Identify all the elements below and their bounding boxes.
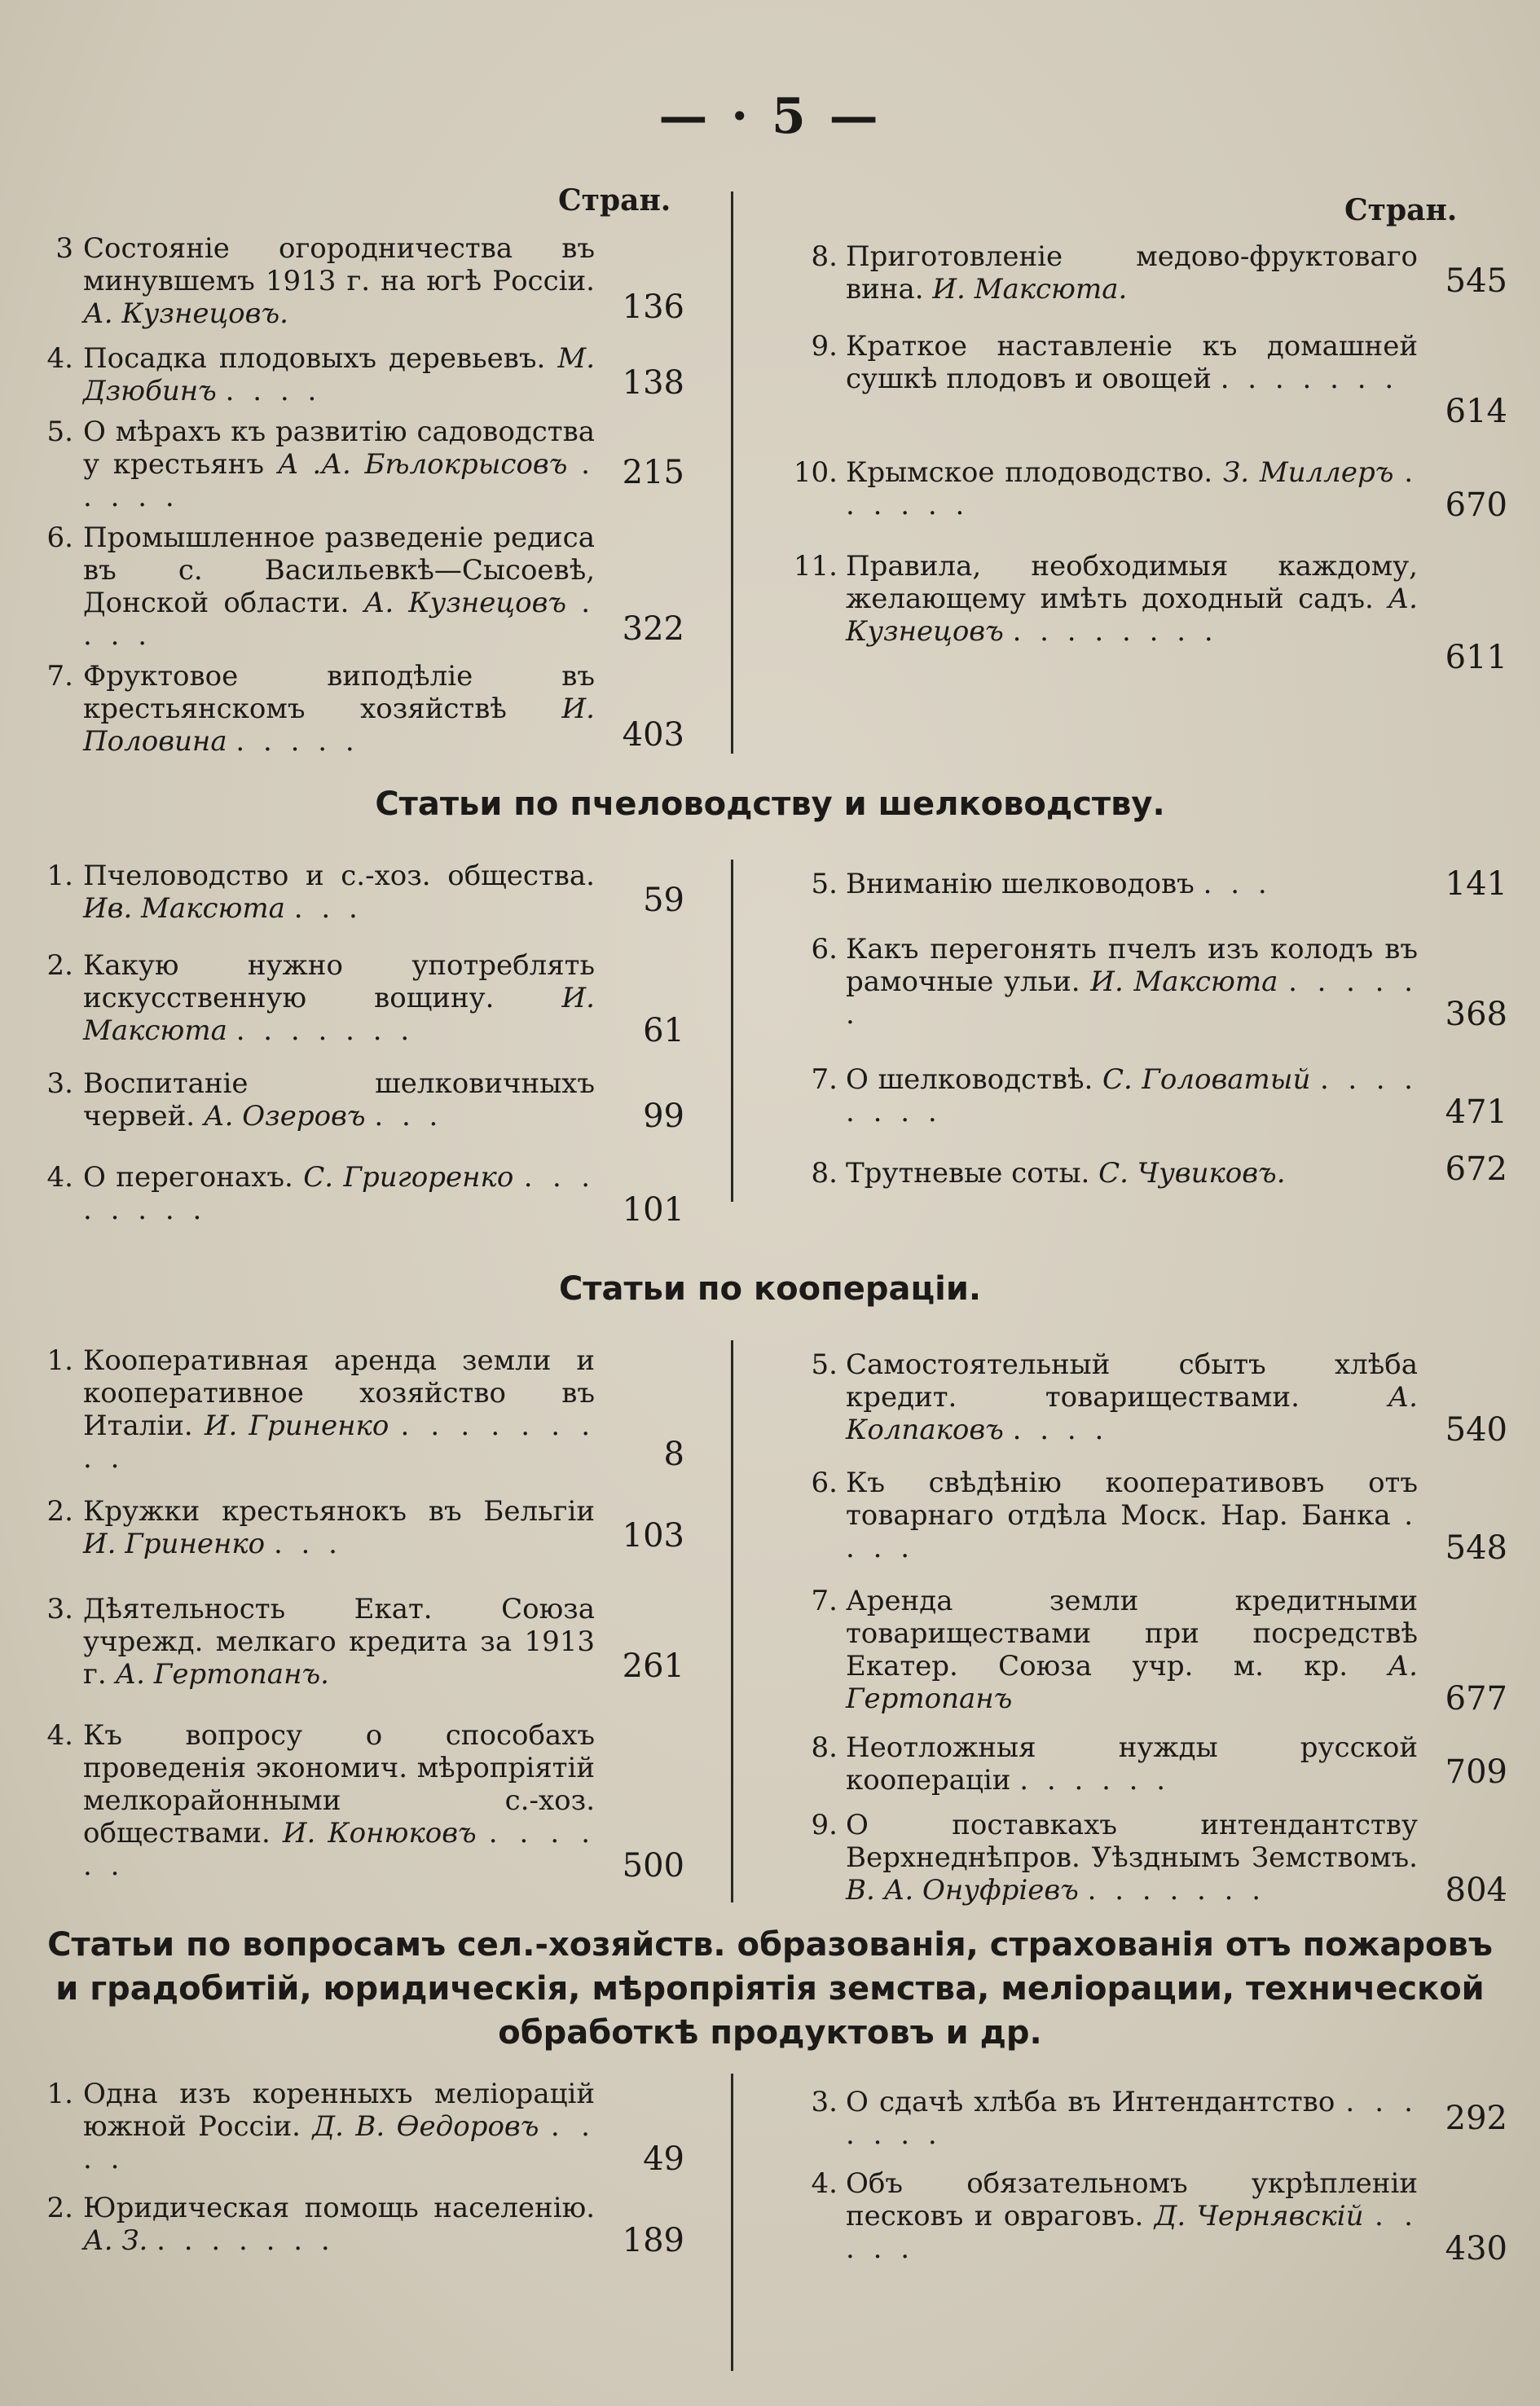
entry-page: 672 bbox=[1445, 1150, 1507, 1188]
entry-author: И. Максюта. bbox=[932, 273, 1128, 306]
toc-entry bbox=[774, 1150, 1507, 1194]
entry-page: 804 bbox=[1445, 1872, 1507, 1909]
entry-title: Правила, необходимыя каждому, желающему имѣть доходный садъ. bbox=[846, 550, 1418, 615]
entry-title: Пчеловодство и с.-хоз. общества. bbox=[83, 860, 595, 892]
entry-number: 1. bbox=[46, 1344, 73, 1377]
entry-text bbox=[83, 1593, 595, 1691]
entry-text bbox=[846, 1585, 1418, 1715]
entry-title: Какъ перегонять пчелъ изъ колодъ въ рамочные ульи. bbox=[846, 933, 1418, 998]
toc-entry bbox=[33, 342, 684, 407]
entry-title: Краткое наставленіе къ домашней сушкѣ плодовъ и овощей bbox=[846, 330, 1418, 395]
entry-title: Посадка плодовыхъ деревьевъ. bbox=[83, 342, 546, 375]
toc-entry bbox=[774, 2086, 1507, 2151]
entry-title: Неотложныя нужды русской кооперацiи bbox=[846, 1731, 1418, 1797]
entry-page: 368 bbox=[1445, 996, 1507, 1033]
toc-entry bbox=[774, 550, 1507, 680]
entry-number: 7. bbox=[46, 660, 73, 693]
right-column bbox=[774, 2078, 1507, 2371]
entry-number: 1. bbox=[46, 2078, 73, 2110]
toc-entry bbox=[33, 1344, 684, 1475]
entry-author: И. Конюковъ bbox=[282, 1817, 477, 1850]
toc-entry bbox=[774, 1585, 1507, 1718]
entry-text: Крымское плодоводство. З. Миллеръ . . . . . . bbox=[846, 456, 1419, 521]
toc-entry bbox=[774, 865, 1507, 904]
section-title: Статьи по пчеловодству и шелководству. bbox=[375, 785, 1165, 823]
entry-page: 540 bbox=[1445, 1411, 1507, 1449]
toc-entry bbox=[774, 1731, 1507, 1797]
entry-author: З. Миллеръ bbox=[1223, 456, 1394, 489]
toc-entry bbox=[33, 1067, 684, 1133]
entry-author: Ив. Максюта bbox=[83, 892, 285, 925]
section-cooperation bbox=[33, 1267, 1507, 1909]
entry-text: Неотложныя нужды русской кооперацiи . . . . . . bbox=[846, 1731, 1418, 1797]
entry-number: 9. bbox=[811, 1809, 838, 1841]
entry-page: 261 bbox=[622, 1647, 684, 1685]
toc-entry bbox=[774, 2167, 1507, 2265]
entry-title: Трутневые соты. bbox=[846, 1157, 1090, 1190]
entry-text: О сдачѣ хлѣба въ Интендантство . . . . . . . bbox=[846, 2086, 1418, 2151]
toc-entry bbox=[774, 1063, 1507, 1131]
entry-page: 709 bbox=[1445, 1753, 1507, 1791]
entry-title: Самостоятельный сбытъ хлѣба кредит. товариществами. bbox=[846, 1348, 1418, 1414]
entry-text: Краткое наставленіе къ домашней сушкѣ плодовъ и овощей . . . . . . . bbox=[846, 330, 1418, 395]
page-column-header: Стран. bbox=[558, 183, 671, 218]
entry-title: О сдачѣ хлѣба въ Интендантство bbox=[846, 2086, 1335, 2118]
entry-number: 8. bbox=[811, 1157, 838, 1190]
entry-number: 10. bbox=[793, 456, 838, 489]
entry-text bbox=[846, 1157, 1418, 1190]
entry-page: 49 bbox=[643, 2140, 684, 2178]
entry-text: Посадка плодовыхъ деревьевъ. М. Дзюбинъ . . . . bbox=[83, 342, 595, 407]
entry-text: О перегонахъ. С. Григоренко . . . . . . . . bbox=[83, 1161, 596, 1226]
entry-number: 5. bbox=[46, 416, 73, 448]
toc-entry bbox=[33, 1161, 684, 1229]
toc-entry bbox=[33, 416, 684, 513]
entry-number: 2. bbox=[46, 2192, 73, 2224]
left-column bbox=[33, 183, 684, 758]
toc-entry bbox=[33, 949, 684, 1047]
toc-entry bbox=[33, 660, 684, 758]
toc-entry bbox=[33, 860, 684, 925]
entry-page: 430 bbox=[1445, 2230, 1507, 2267]
entry-title: Приготовленіе медово-фруктоваго вина. bbox=[846, 240, 1418, 306]
entry-text: Объ обязательномъ укрѣпленіи песковъ и овраговъ. Д. Чернявскій . . . . . bbox=[846, 2167, 1418, 2265]
entry-number: 3. bbox=[811, 2086, 838, 2118]
entry-text: О шелководствѣ. С. Головатый . . . . . . . . bbox=[846, 1063, 1418, 1128]
section-title: Статьи по кооперацiи. bbox=[558, 1270, 982, 1308]
entry-page: 215 bbox=[622, 454, 684, 491]
toc-entry bbox=[33, 1593, 684, 1691]
entry-page: 61 bbox=[643, 1012, 684, 1049]
entry-author: А. Гертопанъ. bbox=[115, 1658, 329, 1691]
entry-title: Къ свѣдѣнію кооперативовъ отъ товарнаго отдѣла Моск. Нар. Банка bbox=[846, 1467, 1418, 1532]
entry-text: Правила, необходимыя каждому, желающему имѣть доходный садъ. А. Кузнецовъ . . . . . . . . bbox=[846, 550, 1418, 648]
entry-author: И. Гриненко bbox=[204, 1410, 389, 1442]
entry-page: 136 bbox=[622, 288, 684, 326]
left-column bbox=[33, 860, 684, 1234]
entry-number: 3. bbox=[46, 1067, 73, 1100]
entry-author: С. Чувиковъ. bbox=[1098, 1157, 1286, 1190]
entry-page: 99 bbox=[643, 1097, 684, 1135]
entry-page: 101 bbox=[622, 1191, 684, 1229]
entry-text: Воспитаніе шелковичныхъ червей. А. Озеровъ . . . bbox=[83, 1067, 595, 1133]
entry-title: Объ обязательномъ укрѣпленіи песковъ и овраговъ. bbox=[846, 2167, 1418, 2232]
entry-page: 138 bbox=[622, 364, 684, 402]
left-column bbox=[33, 1344, 684, 1907]
entry-title: Воспитаніе шелковичныхъ червей. bbox=[83, 1067, 595, 1133]
entry-number: 3 bbox=[55, 232, 73, 265]
entry-number: 6. bbox=[811, 933, 838, 965]
entry-author: А. Кузнецовъ bbox=[363, 587, 567, 619]
entry-text: Какъ перегонять пчелъ изъ колодъ въ рамочные ульи. И. Максюта . . . . . . bbox=[846, 933, 1418, 1031]
entry-number: 5. bbox=[811, 1348, 838, 1381]
entry-text bbox=[846, 240, 1418, 306]
toc-entry bbox=[33, 1719, 684, 1890]
entry-text: Вниманію шелководовъ . . . bbox=[846, 868, 1272, 900]
entry-text: Фруктовое виподѣліе въ крестьянскомъ хозяйствѣ И. Половина . . . . . bbox=[83, 660, 595, 758]
entry-author: Д. В. Ѳедоровъ bbox=[312, 2110, 539, 2143]
entry-title: Состояніе огородничества въ минувшемъ 1913 г. на югѣ Россіи. bbox=[83, 232, 595, 297]
entry-page: 403 bbox=[622, 716, 684, 754]
entry-page: 322 bbox=[622, 610, 684, 648]
entry-number: 2. bbox=[46, 1495, 73, 1528]
entry-title: Кружки крестьянокъ въ Бельгіи bbox=[83, 1495, 595, 1528]
entry-text: Къ свѣдѣнію кооперативовъ отъ товарнаго отдѣла Моск. Нар. Банка . . . . bbox=[846, 1467, 1418, 1564]
toc-entry bbox=[774, 1467, 1507, 1567]
toc-entry bbox=[33, 2192, 684, 2257]
toc-entry bbox=[33, 521, 684, 652]
entry-text: О поставкахъ интендантству Верхнеднѣпров. Уѣзднымъ Земствомъ. В. А. Онуфріевъ . . . . . . . bbox=[846, 1809, 1418, 1907]
column-divider bbox=[731, 2074, 733, 2371]
entry-author: А .А. Бѣлокрысовъ bbox=[277, 448, 568, 481]
right-column bbox=[774, 1344, 1507, 1907]
toc-entry bbox=[33, 232, 684, 330]
column-divider bbox=[731, 1340, 733, 1902]
entry-number: 5. bbox=[811, 868, 838, 900]
entry-title: Фруктовое виподѣліе въ крестьянскомъ хозяйствѣ bbox=[83, 660, 595, 725]
section-horticulture bbox=[33, 183, 1507, 758]
section-title: Статьи по вопросамъ сел.-хозяйств. образованія, страхованія отъ пожаровъ и градобитій, юридическія, мѣропріятія земства, меліорации, технической обработкѣ продуктовъ и др. bbox=[47, 1926, 1493, 2052]
section-education-misc bbox=[33, 1923, 1507, 2379]
entry-author: В. А. Онуфріевъ bbox=[846, 1874, 1079, 1907]
toc-entry bbox=[33, 1495, 684, 1560]
entry-text: Самостоятельный сбытъ хлѣба кредит. товариществами. А. Колпаковъ . . . . bbox=[846, 1348, 1418, 1446]
entry-title: О шелководствѣ. bbox=[846, 1063, 1093, 1096]
entry-author: А. Колпаковъ bbox=[846, 1381, 1418, 1446]
entry-author: А. Кузнецовъ. bbox=[83, 297, 288, 330]
entry-page: 548 bbox=[1445, 1529, 1507, 1567]
entry-title: Къ вопросу о способахъ проведенія экономич. мѣропріятій мелкорайонными с.-хоз. обществами. bbox=[83, 1719, 595, 1850]
entry-author: И. Гриненко bbox=[83, 1528, 266, 1560]
entry-text: Одна изъ коренныхъ меліорацій южной Россіи. Д. В. Ѳедоровъ . . . . bbox=[83, 2078, 595, 2175]
entry-page: 677 bbox=[1445, 1680, 1507, 1718]
column-divider bbox=[731, 860, 733, 1202]
entry-number: 4. bbox=[46, 1719, 73, 1752]
entry-page: 471 bbox=[1445, 1093, 1507, 1131]
entry-page: 189 bbox=[622, 2222, 684, 2259]
entry-text: Какую нужно употреблять искусственную вощину. И. Максюта . . . . . . . bbox=[83, 949, 595, 1047]
entry-page: 500 bbox=[622, 1847, 684, 1885]
entry-title: Промышленное разведеніе редиса въ с. Васильевкѣ—Сысоевѣ, Донской области. bbox=[83, 521, 595, 619]
entry-number: 4. bbox=[46, 342, 73, 375]
entry-number: 3. bbox=[46, 1593, 73, 1625]
section-beekeeping bbox=[33, 782, 1507, 1238]
entry-author: С. Григоренко bbox=[303, 1161, 514, 1194]
toc-entry bbox=[774, 240, 1507, 306]
entry-author: А. Гертопанъ bbox=[846, 1650, 1418, 1715]
entry-title: Дѣятельность Екат. Союза учрежд. мелкаго кредита за 1913 г. bbox=[83, 1593, 595, 1691]
column-divider bbox=[731, 191, 733, 754]
entry-number: 4. bbox=[811, 2167, 838, 2200]
toc-entry bbox=[774, 1809, 1507, 1907]
entry-page: 670 bbox=[1445, 486, 1507, 524]
entry-text: Кружки крестьянокъ въ Бельгіи И. Гриненко . . . bbox=[83, 1495, 595, 1560]
entry-page: 611 bbox=[1445, 639, 1507, 676]
entry-author: А. З. bbox=[83, 2224, 148, 2257]
entry-title: О перегонахъ. bbox=[83, 1161, 293, 1194]
entry-text: Къ вопросу о способахъ проведенія экономич. мѣропріятій мелкорайонными с.-хоз. обществами. И. Конюковъ . . . . . . bbox=[83, 1719, 596, 1882]
entry-author: М. Дзюбинъ bbox=[83, 342, 595, 407]
entry-number: 7. bbox=[811, 1585, 838, 1617]
toc-entry bbox=[33, 2078, 684, 2178]
toc-entry bbox=[774, 933, 1507, 1031]
entry-author: А. Кузнецовъ bbox=[846, 583, 1418, 648]
entry-author: Д. Чернявскій bbox=[1154, 2200, 1364, 2232]
entry-text: Промышленное разведеніе редиса въ с. Васильевкѣ—Сысоевѣ, Донской области. А. Кузнецовъ . . . . bbox=[83, 521, 595, 652]
entry-title: Одна изъ коренныхъ меліорацій южной Россіи. bbox=[83, 2078, 595, 2143]
entry-number: 1. bbox=[46, 860, 73, 892]
left-column bbox=[33, 2078, 684, 2371]
entry-author: И. Максюта bbox=[1090, 965, 1278, 998]
entry-author: А. Озеровъ bbox=[203, 1100, 366, 1133]
entry-number: 8. bbox=[811, 1731, 838, 1764]
right-column bbox=[774, 183, 1507, 754]
entry-title: О поставкахъ интендантству Верхнеднѣпров. Уѣзднымъ Земствомъ. bbox=[846, 1809, 1418, 1874]
entry-number: 8. bbox=[811, 240, 838, 273]
entry-number: 2. bbox=[46, 949, 73, 982]
entry-author: И. Половина bbox=[83, 693, 595, 758]
entry-page: 614 bbox=[1445, 393, 1507, 430]
entry-title: Вниманію шелководовъ bbox=[846, 868, 1195, 900]
entry-number: 9. bbox=[811, 330, 838, 363]
entry-title: Какую нужно употреблять искусственную вощину. bbox=[83, 949, 595, 1014]
entry-page: 292 bbox=[1445, 2100, 1507, 2137]
page-column-header: Стран. bbox=[1344, 193, 1458, 227]
entry-title: Аренда земли кредитными товариществами при посредствѣ Екатер. Союза учр. м. кр. bbox=[846, 1585, 1418, 1682]
entry-number: 11. bbox=[793, 550, 838, 583]
entry-text: Пчеловодство и с.-хоз. общества. Ив. Максюта . . . bbox=[83, 860, 595, 925]
entry-author: С. Головатый bbox=[1102, 1063, 1311, 1096]
toc-entry bbox=[774, 1348, 1507, 1449]
entry-number: 6. bbox=[811, 1467, 838, 1499]
entry-text: О мѣрахъ къ развитію садоводства у крестьянъ А .А. Бѣлокрысовъ . . . . . bbox=[83, 416, 595, 513]
entry-page: 141 bbox=[1445, 865, 1507, 903]
entry-page: 103 bbox=[622, 1517, 684, 1555]
entry-number: 6. bbox=[46, 521, 73, 554]
entry-title: Кооперативная аренда земли и кооперативное хозяйство въ Италіи. bbox=[83, 1344, 595, 1442]
entry-title: О мѣрахъ къ развитію садоводства у крестьянъ bbox=[83, 416, 595, 481]
entry-title: Крымское плодоводство. bbox=[846, 456, 1213, 489]
entry-text: Юридическая помощь населенію. А. З. . . . . . . . bbox=[83, 2192, 595, 2257]
entry-page: 545 bbox=[1445, 262, 1507, 300]
entry-text bbox=[83, 232, 595, 330]
toc-entry bbox=[774, 456, 1507, 524]
toc-entry bbox=[774, 330, 1507, 428]
entry-page: 8 bbox=[663, 1436, 684, 1473]
entry-number: 7. bbox=[811, 1063, 838, 1096]
page-number: — · 5 — bbox=[658, 88, 882, 145]
entry-author: И. Максюта bbox=[83, 982, 595, 1047]
entry-title: Юридическая помощь населенію. bbox=[83, 2192, 595, 2224]
entry-text: Кооперативная аренда земли и кооперативное хозяйство въ Италіи. И. Гриненко . . . . . . . . . bbox=[83, 1344, 596, 1475]
entry-page: 59 bbox=[643, 882, 684, 919]
entry-number: 4. bbox=[46, 1161, 73, 1194]
right-column bbox=[774, 860, 1507, 1234]
